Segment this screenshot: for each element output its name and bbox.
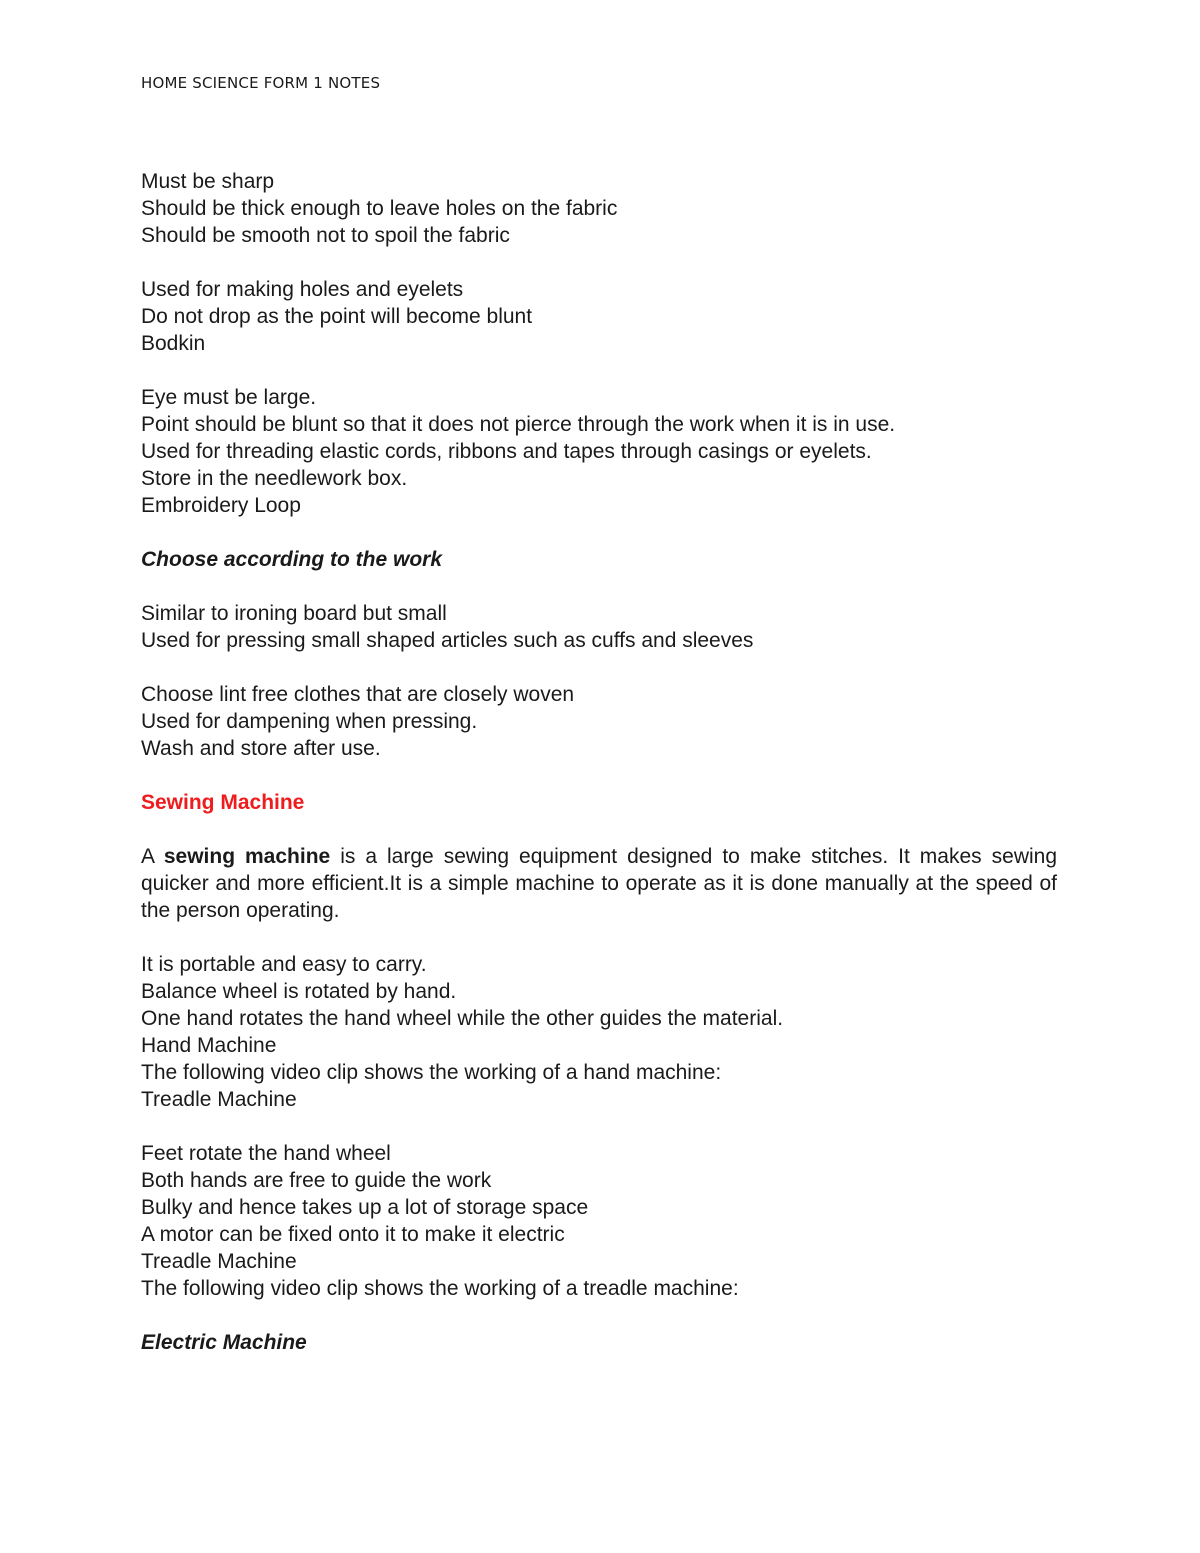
text-line: Bulky and hence takes up a lot of storage space — [141, 1196, 589, 1219]
blank-line — [141, 357, 1057, 384]
sewing-machine-intro — [141, 843, 1057, 924]
text-line: A motor can be fixed onto it to make it electric — [141, 1223, 565, 1246]
section-heading-sewing-machine: Sewing Machine — [141, 791, 305, 814]
text-line: Embroidery Loop — [141, 494, 301, 517]
text-line: Balance wheel is rotated by hand. — [141, 980, 457, 1003]
text-line: Must be sharp — [141, 170, 275, 193]
text-line: Store in the needlework box. — [141, 467, 408, 490]
text-line: Used for dampening when pressing. — [141, 710, 478, 733]
blank-line — [141, 654, 1057, 681]
blank-line — [141, 1113, 1057, 1140]
intro-rest: is a large sewing equipment designed to make stitches. It makes sewing quicker and more efficient.It is a simple machine to operate as it is done manually at the speed of the person operating. — [141, 845, 1058, 922]
intro-prefix: A — [141, 845, 164, 868]
text-line: One hand rotates the hand wheel while the other guides the material. — [141, 1007, 784, 1030]
blank-line — [141, 249, 1057, 276]
blank-line — [141, 1302, 1057, 1329]
document-body — [141, 168, 1057, 1356]
text-line: Treadle Machine — [141, 1088, 297, 1111]
text-line: The following video clip shows the working of a treadle machine: — [141, 1277, 739, 1300]
text-line: Do not drop as the point will become blunt — [141, 305, 533, 328]
blank-line — [141, 519, 1057, 546]
text-line: Used for pressing small shaped articles such as cuffs and sleeves — [141, 629, 754, 652]
text-line: Choose lint free clothes that are closely woven — [141, 683, 575, 706]
text-line: Similar to ironing board but small — [141, 602, 447, 625]
blank-line — [141, 573, 1057, 600]
text-line: Both hands are free to guide the work — [141, 1169, 492, 1192]
text-line: It is portable and easy to carry. — [141, 953, 427, 976]
text-line: Should be thick enough to leave holes on the fabric — [141, 197, 618, 220]
text-line: Should be smooth not to spoil the fabric — [141, 224, 510, 247]
subheading-choose: Choose according to the work — [141, 548, 443, 571]
blank-line — [141, 762, 1057, 789]
text-line: Hand Machine — [141, 1034, 277, 1057]
text-line: Wash and store after use. — [141, 737, 381, 760]
text-line: Treadle Machine — [141, 1250, 297, 1273]
text-line: Point should be blunt so that it does not pierce through the work when it is in use. — [141, 413, 896, 436]
subheading-electric-machine: Electric Machine — [141, 1331, 307, 1354]
blank-line — [141, 924, 1057, 951]
text-line: Eye must be large. — [141, 386, 317, 409]
intro-bold-term: sewing machine — [163, 845, 331, 868]
page-header: HOME SCIENCE FORM 1 NOTES — [141, 74, 381, 92]
text-line: Bodkin — [141, 332, 206, 355]
text-line: Used for making holes and eyelets — [141, 278, 464, 301]
text-line: Feet rotate the hand wheel — [141, 1142, 391, 1165]
text-line: Used for threading elastic cords, ribbons and tapes through casings or eyelets. — [141, 440, 872, 463]
text-line: The following video clip shows the working of a hand machine: — [141, 1061, 722, 1084]
blank-line — [141, 816, 1057, 843]
